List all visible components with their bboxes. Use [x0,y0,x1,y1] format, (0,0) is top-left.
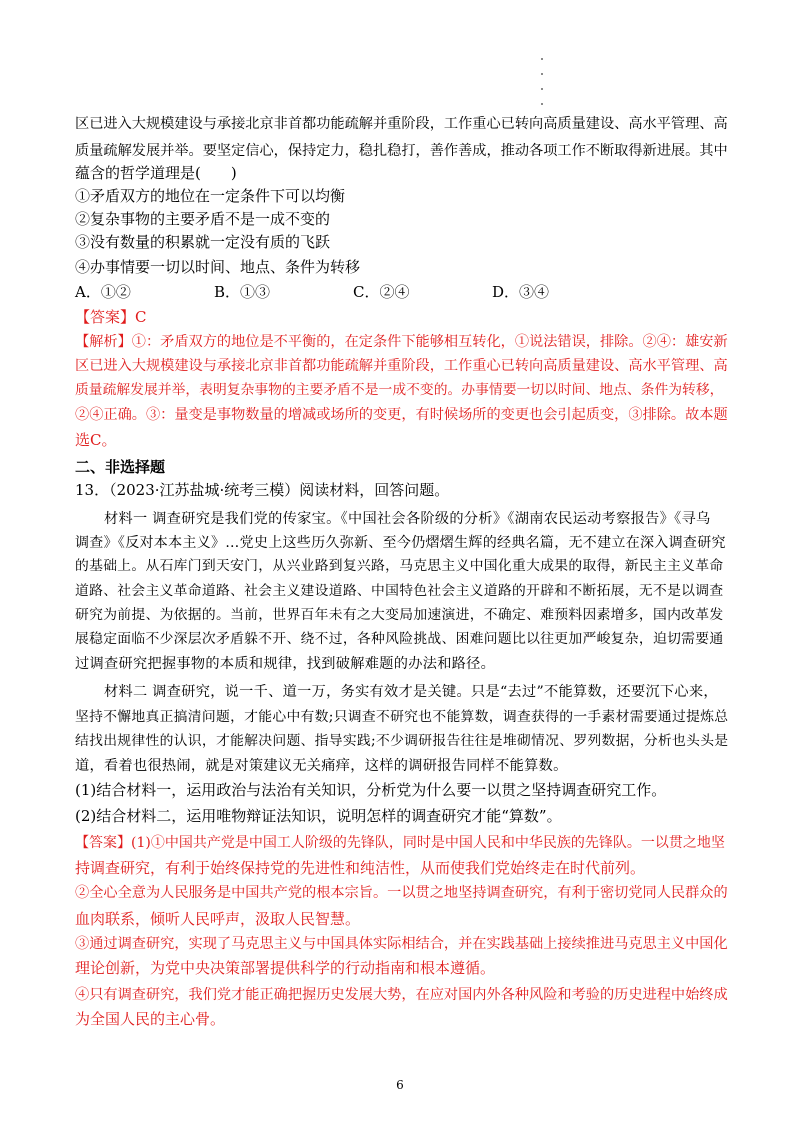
q12-statement: ④办事情要一切以时间、地点、条件为转移 [75,258,361,276]
q13-answer-line: ③通过调查研究，实现了马克思主义与中国具体实际相结合，并在实践基础上接续推进马克思主义中国化 [75,936,728,952]
q12-analysis-line: 区已进入大规模建设与承接北京非首都功能疏解并重阶段，工作重心已转向高质量建设、高水平管理、高 [75,358,728,374]
option-c: C．②④ [353,283,410,301]
q13-answer-line: 血肉联系，倾听人民呼声，汲取人民智慧。 [75,910,361,928]
option-d: D．③④ [492,283,550,301]
q12-analysis-line: 【解析】①：矛盾双方的地位是不平衡的，在定条件下能够相互转化，①说法错误，排除。②④：雄安新 [75,334,728,350]
material2-line: 坚持不懈地真正搞清问题，才能心中有数;只调查不研究也不能算数，调查获得的一手素材需要通过提炼总 [75,709,729,725]
q13-question-2: (2)结合材料二，运用唯物辩证法知识，说明怎样的调查研究才能“算数”。 [75,807,562,825]
option-a: A．①② [75,283,131,301]
q13-answer-line: ②全心全意为人民服务是中国共产党的根本宗旨。一以贯之地坚持调查研究，有利于密切党同人民群众的 [75,885,728,901]
q13-answer-line: 【答案】(1)①中国共产党是中国工人阶级的先锋队，同时是中国人民和中华民族的先锋队。一以贯之地坚 [75,835,725,851]
q12-statement: ①矛盾双方的地位在一定条件下可以均衡 [75,187,346,205]
material1-line: 展稳定面临不少深层次矛盾躲不开、绕不过，各种风险挑战、困难问题比以往更加严峻复杂，迫切需要通 [75,631,724,647]
q12-stem-line: 质量疏解发展并举。要坚定信心，保持定力，稳扎稳打，善作善成，推动各项工作不断取得新进展。其中 [75,143,728,159]
q12-analysis-line: ②④正确。③：量变是事物数量的增减或场所的变更，有时候场所的变更也会引起质变，③排除。故本题 [75,407,728,423]
material2-line: 道，看着也很热闹，就是对策建议无关痛痒，这样的调研报告同样不能算数。 [75,758,568,774]
q12-stem-line: 区已进入大规模建设与承接北京非首都功能疏解并重阶段，工作重心已转向高质量建设、高水平管理、高 [75,116,728,132]
material1-line: 研究为前提、为依据的。当前，世界百年未有之大变局加速演进，不确定、难预料因素增多，国内改革发 [75,607,724,623]
material2-line: 材料二 调查研究，说一千、道一万，务实有效才是关键。只是“去过”不能算数，还要沉下心来， [75,684,718,700]
material1-line: 材料一 调查研究是我们党的传家宝。《中国社会各阶级的分析》《湖南农民运动考察报告》《寻乌 [75,511,711,527]
decorative-dots [541,58,545,118]
q12-analysis-line: 质量疏解发展并举，表明复杂事物的主要矛盾不是一成不变的。办事情要一切以时间、地点、条件为转移， [75,382,724,398]
page-number: 6 [396,1078,404,1092]
material1-line: 道路、社会主义革命道路、社会主义建设道路、中国特色社会主义道路的开辟和不断拓展，无不是以调查 [75,583,724,599]
q13-answer-line: ④只有调查研究，我们党才能正确把握历史发展大势，在应对国内外各种风险和考验的历史进程中始终成 [75,987,728,1003]
q12-analysis-line: 选C。 [75,431,117,449]
q13-answer-line: 理论创新，为党中央决策部署提供科学的行动指南和根本遵循。 [75,959,496,977]
section-title: 二、非选择题 [75,458,166,476]
material1-line: 的基础上。从石库门到天安门，从兴业路到复兴路，马克思主义中国化重大成果的取得，新民主主义革命 [75,558,724,574]
q12-statement: ③没有数量的积累就一定没有质的飞跃 [75,233,331,251]
q12-statement: ②复杂事物的主要矛盾不是一成不变的 [75,210,331,228]
q13-intro: 13．（2023·江苏盐城·统考三模）阅读材料，回答问题。 [75,481,450,499]
q13-answer-line: 为全国人民的主心骨。 [75,1010,226,1028]
material2-line: 结找出规律性的认识，才能解决问题、指导实践;不少调研报告往往是堆砌情况、罗列数据，分析也头头是 [75,733,729,749]
material1-line: 过调查研究把握事物的本质和规律，找到破解难题的办法和路径。 [75,656,496,672]
q13-question-1: (1)结合材料一，运用政治与法治有关知识，分析党为什么要一以贯之坚持调查研究工作。 [75,781,667,799]
material1-line: 调查》《反对本本主义》…党史上这些历久弥新、至今仍熠熠生辉的经典名篇，无不建立在深入调查研究 [75,535,726,551]
option-b: B．①③ [214,283,271,301]
q12-options [75,281,727,303]
q13-answer-line: 持调查研究，有利于始终保持党的先进性和纯洁性，从而使我们党始终走在时代前列。 [75,859,646,877]
q12-stem-line: 蕴含的哲学道理是( ) [75,164,237,182]
q12-answer: 【答案】C [75,308,147,326]
